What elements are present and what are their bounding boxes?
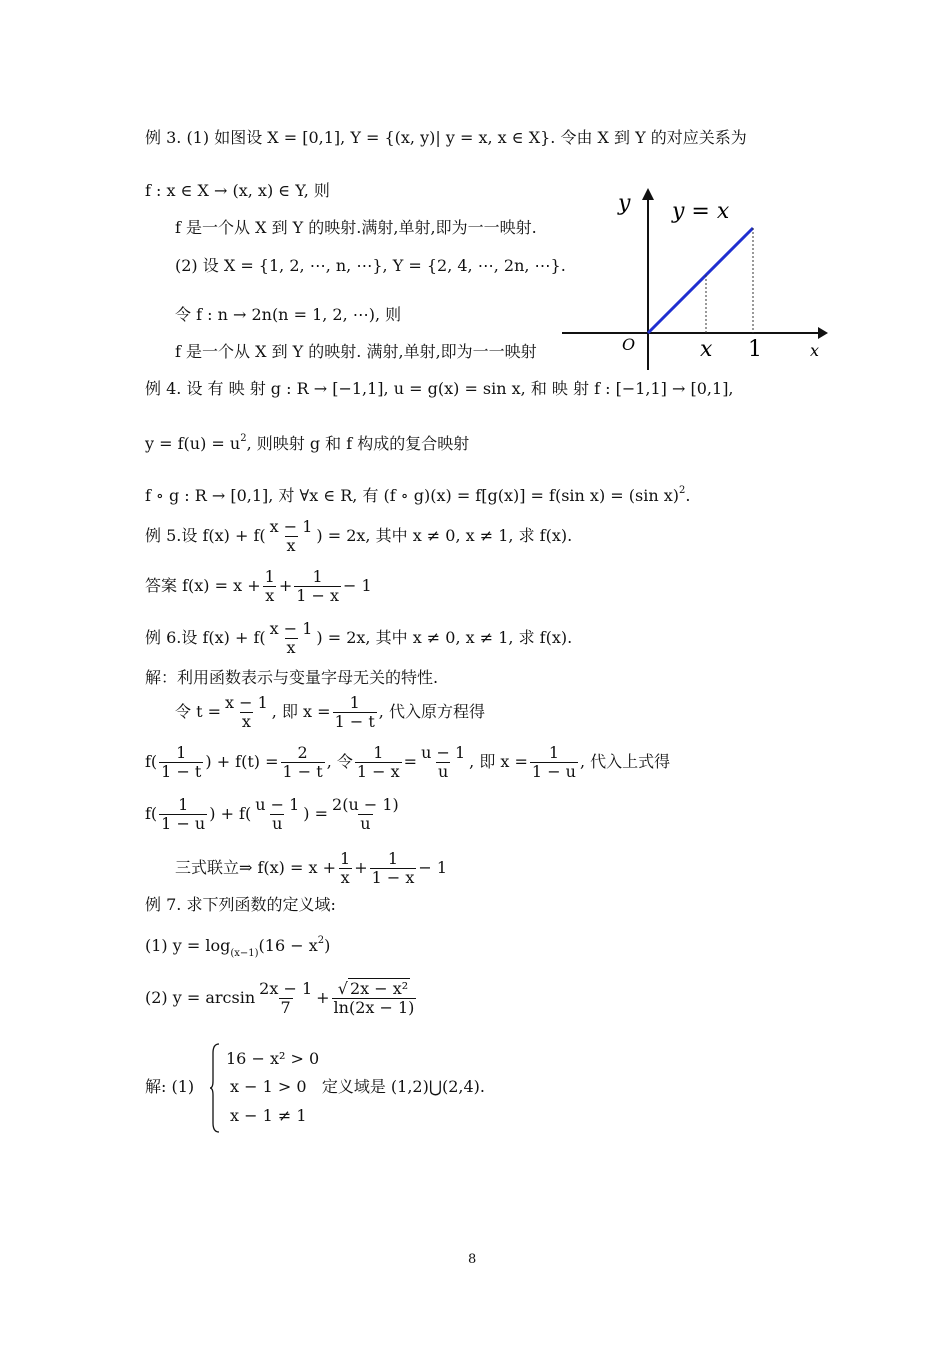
q1-c: ): [324, 936, 331, 955]
s2-d: , 即 x =: [469, 752, 528, 771]
s2-frac5: [530, 744, 578, 781]
graph-x-label: x: [810, 341, 820, 360]
s1-frac1: [223, 694, 270, 731]
ex5-den: x: [286, 536, 296, 555]
example6-step2: [145, 744, 670, 781]
s2-d1: 1 − t: [161, 762, 202, 781]
example4-line2-a: y = f(u) = u: [145, 434, 241, 453]
s2-e: , 代入上式得: [579, 752, 671, 771]
s1-den: x: [241, 712, 251, 731]
q2-n1: 2x − 1: [259, 979, 313, 998]
ex5-ans-frac2: [294, 568, 341, 605]
s4-n2: 1: [387, 849, 399, 868]
graph-tick-x: x: [700, 337, 713, 362]
example3-line3: f 是一个从 X 到 Y 的映射.满射,单射,即为一一映射.: [175, 218, 537, 237]
curve-y-equals-x: [648, 228, 753, 333]
ex6-post: ) = 2x, 其中 x ≠ 0, x ≠ 1, 求 f(x).: [316, 628, 573, 647]
s2-eq: =: [403, 752, 418, 771]
example4-line1: 例 4. 设 有 映 射 g : R → [−1,1], u = g(x) = sin x, 和 映 射 f : [−1,1] → [0,1],: [145, 379, 734, 398]
graph-figure: [560, 188, 830, 373]
ex5-ans-frac1: [263, 568, 277, 605]
ex6-num: x − 1: [269, 619, 313, 638]
example6-step1: [175, 694, 485, 731]
y-axis-arrow: [642, 188, 654, 200]
s1-frac2: [333, 694, 377, 731]
page-number: 8: [468, 1252, 477, 1267]
example3-line5: 令 f : n → 2n(n = 1, 2, ⋯), 则: [175, 305, 402, 324]
cond2-line: [230, 1076, 485, 1098]
ex6-pre: 例 6.设 f(x) + f(: [145, 628, 266, 647]
q2-n2: 2x − x²: [349, 979, 409, 998]
s2-frac3: [355, 744, 402, 781]
s3-b: ) + f(: [209, 804, 252, 823]
q2-plus: +: [316, 988, 330, 1007]
s3-n1: 1: [178, 795, 189, 814]
ex5-ans-pre: 答案 f(x) = x +: [145, 576, 261, 595]
ex5-num: x − 1: [269, 517, 313, 536]
s2-b: ) + f(t) =: [205, 752, 279, 771]
s4-n1: 1: [340, 849, 351, 868]
system-brace: [210, 1043, 220, 1133]
example6-question: [145, 620, 572, 657]
graph-curve-label: y = x: [672, 199, 730, 224]
example3-line2: f : x ∈ X → (x, x) ∈ Y, 则: [145, 181, 330, 200]
s2-d5: 1 − u: [531, 762, 576, 781]
q2-d2: ln(2x − 1): [333, 998, 415, 1017]
q2-a: (2) y = arcsin: [145, 988, 256, 1007]
cond2-post: 定义域是 (1,2)⋃(2,4).: [321, 1077, 485, 1096]
s2-c: , 令: [326, 752, 353, 771]
example4-line3: [145, 480, 690, 507]
s3-n3: 2(u − 1): [332, 795, 399, 814]
example7-title: 例 7. 求下列函数的定义域:: [145, 895, 336, 914]
q1-b: (16 − x: [258, 936, 318, 955]
s2-d4: u: [437, 762, 449, 781]
cond3: x − 1 ≠ 1: [230, 1106, 307, 1125]
example4-line3-b: .: [685, 486, 691, 505]
s2-frac2: [281, 744, 325, 781]
example4-line2-b: , 则映射 g 和 f 构成的复合映射: [246, 434, 470, 453]
example6-step4: [175, 850, 447, 887]
s4-d2: 1 − x: [371, 868, 415, 887]
s1-den2: 1 − t: [334, 712, 375, 731]
example7-q2: [145, 980, 418, 1017]
ex5-ans-den1: x: [265, 586, 275, 605]
s3-d1: 1 − u: [161, 814, 206, 833]
ex5-post: ) = 2x, 其中 x ≠ 0, x ≠ 1, 求 f(x).: [316, 526, 573, 545]
s3-frac2: [253, 796, 301, 833]
ex5-pre: 例 5.设 f(x) + f(: [145, 526, 266, 545]
s1-num: x − 1: [225, 693, 268, 712]
s1-post: , 代入原方程得: [378, 702, 485, 721]
s4-plus: +: [354, 858, 368, 877]
s2-n3: 1: [373, 743, 384, 762]
q1-sup: 2: [317, 935, 325, 946]
s4-frac1: [338, 850, 352, 887]
q1-a: (1) y = log: [145, 936, 231, 955]
example7-solution-label: 解: (1): [145, 1077, 195, 1096]
s2-n1: 1: [176, 743, 187, 762]
cond1: 16 − x² > 0: [226, 1049, 320, 1068]
example4-line3-sup: 2: [679, 485, 686, 496]
s4-frac2: [370, 850, 417, 887]
example3-line6: f 是一个从 X 到 Y 的映射. 满射,单射,即为一一映射: [175, 342, 537, 361]
q2-frac1: [257, 980, 314, 1017]
ex5-ans-den2: 1 − x: [296, 586, 339, 605]
example6-solution-intro: 解：利用函数表示与变量字母无关的特性.: [145, 668, 439, 687]
ex6-frac: [268, 620, 315, 657]
q1-sub: (x−1): [230, 948, 259, 959]
s2-frac1: [159, 744, 203, 781]
ex6-den: x: [286, 638, 296, 657]
example5-answer: [145, 568, 372, 605]
s2-n5: 1: [548, 743, 560, 762]
q2-n2-wrap: √ 2x − x²: [337, 979, 409, 998]
s3-d2: u: [272, 814, 283, 833]
q2-frac2: [332, 980, 417, 1017]
q2-d1: 7: [280, 998, 291, 1017]
graph-tick-1: 1: [748, 337, 762, 362]
s3-frac1: [159, 796, 207, 833]
s2-a: f(: [145, 752, 158, 771]
s2-n2: 2: [297, 743, 308, 762]
s2-d2: 1 − t: [282, 762, 323, 781]
ex5-ans-num2: 1: [312, 567, 323, 586]
s3-c: ) =: [303, 804, 329, 823]
s3-a: f(: [145, 804, 158, 823]
s3-n2: u − 1: [255, 795, 300, 814]
s1-num2: 1: [349, 693, 360, 712]
s1-mid: , 即 x =: [271, 702, 331, 721]
example3-line1: 例 3. (1) 如图设 X = [0,1], Y = {(x, y)| y = x, x ∈ X}. 令由 X 到 Y 的对应关系为: [145, 128, 747, 147]
ex5-ans-plus: +: [278, 576, 293, 595]
s4-post: − 1: [418, 858, 448, 877]
s4-pre: 三式联立⇒ f(x) = x +: [175, 858, 337, 877]
graph-y-label: y: [618, 191, 631, 216]
example4-line3-a: f ∘ g : R → [0,1], 对 ∀x ∈ R, 有 (f ∘ g)(x) = f[g(x)] = f(sin x) = (sin x): [145, 486, 679, 505]
example7-q1: [145, 930, 330, 965]
cond2: x − 1 > 0: [230, 1077, 307, 1096]
example5-question: [145, 518, 572, 555]
example3-line4: (2) 设 X = {1, 2, ⋯, n, ⋯}, Y = {2, 4, ⋯, 2n, ⋯}.: [175, 256, 566, 275]
s1-pre: 令 t =: [175, 702, 222, 721]
ex5-frac: [268, 518, 315, 555]
s2-frac4: [419, 744, 467, 781]
s3-d3: u: [360, 814, 371, 833]
s4-d1: x: [340, 868, 350, 887]
example6-step3: [145, 796, 403, 833]
graph-origin-label: O: [622, 335, 636, 354]
example4-line2: [145, 428, 469, 455]
example4-line2-sup: 2: [240, 433, 247, 444]
s3-frac3: [330, 796, 401, 833]
x-axis-arrow: [818, 327, 828, 339]
s2-d3: 1 − x: [356, 762, 400, 781]
ex5-ans-post: − 1: [343, 576, 372, 595]
s2-n4: u − 1: [421, 743, 466, 762]
ex5-ans-num1: 1: [264, 567, 275, 586]
